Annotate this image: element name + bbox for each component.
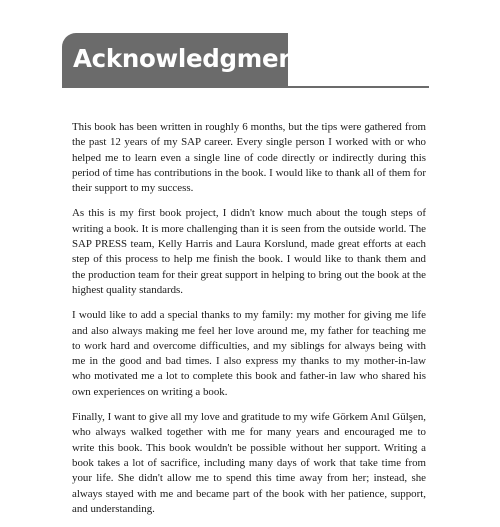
paragraph-publisher: As this is my first book project, I didn't know much about the tough steps of writing a book. It is more challenging than it is seen from the outside world. The SAP PRESS team, Kelly Harris and Laura Korslund, made great efforts at each step of this process to help me finish the book. I would like to thank them and the production team for their great support in helping to bring out the book at the highest quality standards.: [72, 207, 426, 296]
heading-rule: [288, 86, 429, 88]
paragraph-wife: Finally, I want to give all my love and gratitude to my wife Görkem Anıl Gülşen, who always walked together with me for many years and encouraged me to write this book. This book wouldn't be possible without her support. Writing a book takes a lot of sacrifice, including many days of work that take time from your life. She didn't allow me to spend this time away from her; instead, she always stayed with me and became part of the book with her patience, support, and understanding.: [72, 411, 426, 515]
paragraph-career: This book has been written in roughly 6 months, but the tips were gathered from the past 12 years of my SAP career. Every single person I worked with or who helped me to learn even a single line of code directly or indirectly during this period of time has contributions in the book. I would like to thank all of them for their support to my success.: [72, 121, 426, 195]
chapter-title: Acknowledgments: [73, 44, 322, 73]
body-text: [72, 120, 426, 527]
paragraph-family: I would like to add a special thanks to my family: my mother for giving me life and also always making me feel her love around me, my father for teaching me to work hard and overcome difficulties, and my siblings for always being with me in the good and bad times. I also express my thanks to my mother-in-law who motivated me a lot to complete this book and father-in law who shared his own experiences on writing a book.: [72, 309, 426, 398]
chapter-heading-box: [62, 33, 322, 88]
